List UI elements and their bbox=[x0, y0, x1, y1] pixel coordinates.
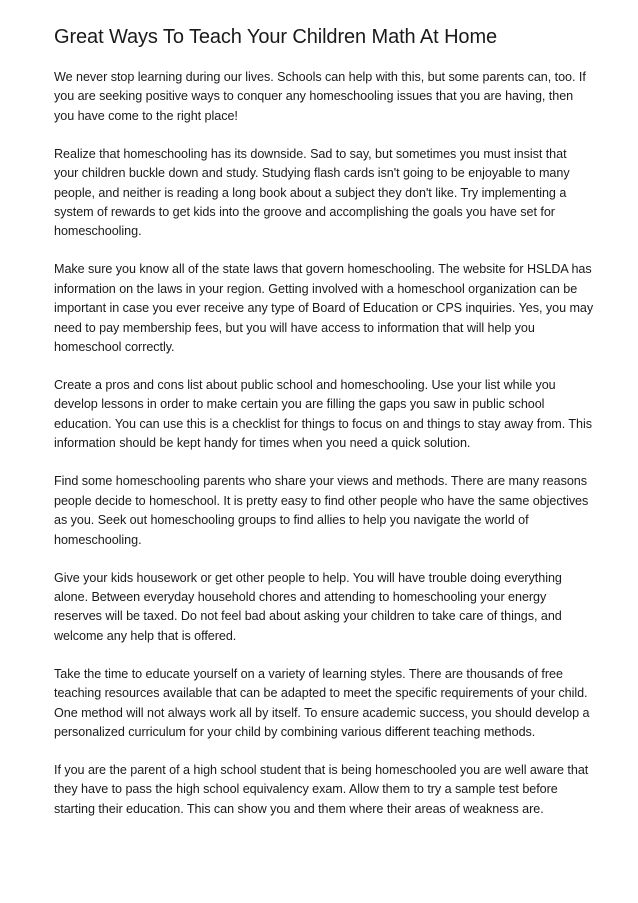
paragraph-6: Give your kids housework or get other people to help. You will have trouble doing everything alone. Between everyday household chores and attending to homeschooling your energy reserves will be taxed. Do not feel bad about asking your children to take care of things, and welcome any help that is offered. bbox=[54, 570, 562, 643]
paragraph-3: Make sure you know all of the state laws that govern homeschooling. The website for HSLDA has information on the laws in your region. Getting involved with a homeschool organization can be important in case you ever receive any type of Board of Education or CPS inquiries. Yes, you may need to pay membership fees, but you will have access to information that will help you homeschool correctly. bbox=[54, 262, 594, 355]
paragraph-5: Find some homeschooling parents who share your views and methods. There are many reasons people decide to homeschool. It is pretty easy to find other people who have the same objectives as you. Seek out homeschooling groups to find allies to help you navigate the world of homeschooling. bbox=[54, 474, 589, 547]
paragraph-7: Take the time to educate yourself on a variety of learning styles. There are thousands of free teaching resources available that can be adapted to meet the specific requirements of your child. One method will not always work all by itself. To ensure academic success, you should develop a personalized curriculum for your child by combining various different teaching methods. bbox=[54, 666, 590, 739]
paragraph-8: If you are the parent of a high school student that is being homeschooled you are well aware that they have to pass the high school equivalency exam. Allow them to try a sample test before starting their education. This can show you and them where their areas of weakness are. bbox=[54, 762, 589, 816]
document-page bbox=[54, 24, 594, 819]
paragraph-1: We never stop learning during our lives. Schools can help with this, but some parents can, too. If you are seeking positive ways to conquer any homeschooling issues that you are having, then you have come to the right place! bbox=[54, 70, 586, 123]
paragraph-2: Realize that homeschooling has its downside. Sad to say, but sometimes you must insist that your children buckle down and study. Studying flash cards isn't going to be enjoyable to many people, and neither is reading a long book about a subject they don't like. Try implementing a system of rewards to get kids into the groove and accomplishing the goals you have set for homeschooling. bbox=[54, 146, 570, 239]
paragraph-4: Create a pros and cons list about public school and homeschooling. Use your list while you develop lessons in order to make certain you are filling the gaps you saw in public school education. You can use this is a checklist for things to focus on and things to stay away from. This information should be kept handy for times when you need a quick solution. bbox=[54, 378, 593, 451]
document-title: Great Ways To Teach Your Children Math At Home bbox=[54, 26, 498, 48]
